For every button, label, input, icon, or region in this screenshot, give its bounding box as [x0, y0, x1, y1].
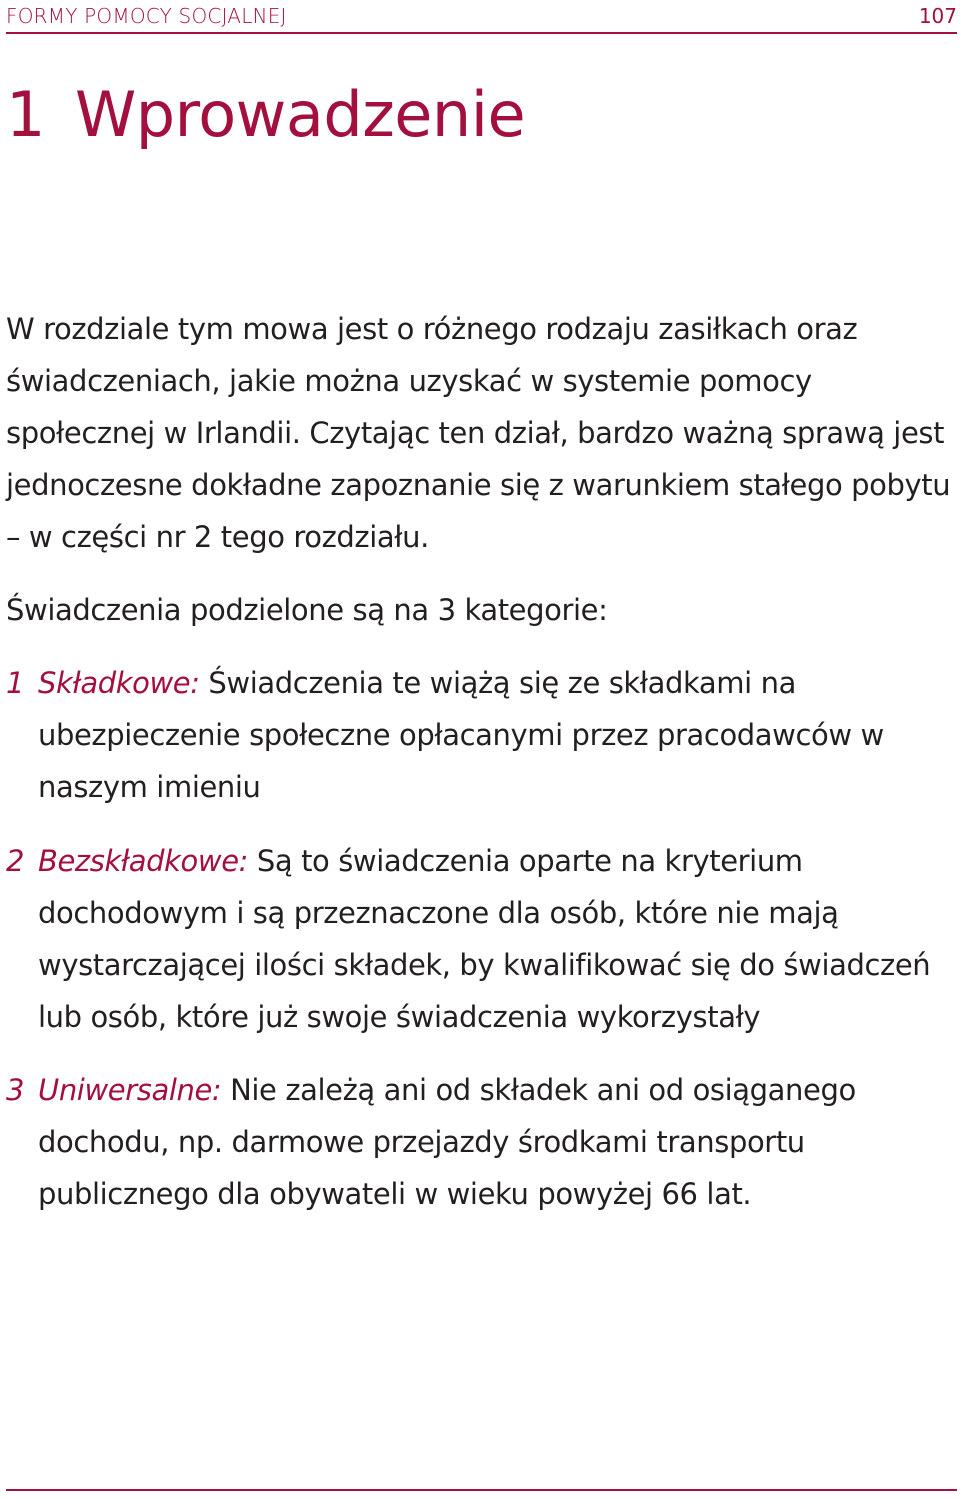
category-term: Składkowe: — [38, 666, 200, 700]
page-number: 107 — [918, 4, 957, 28]
chapter-number: 1 — [6, 78, 45, 151]
chapter-title — [6, 78, 525, 151]
category-description: Nie zależą ani od składek ani od osiąganego dochodu, np. darmowe przejazdy środkami transportu publicznego dla obywateli w wieku powyżej 66 lat. — [38, 1073, 856, 1211]
category-term: Bezskładkowe: — [38, 844, 249, 878]
category-item — [6, 1064, 960, 1220]
category-number: 1 — [6, 666, 25, 700]
running-title: FORMY POMOCY SOCJALNEJ — [6, 4, 287, 28]
category-number: 3 — [6, 1073, 25, 1107]
category-description: Świadczenia te wiążą się ze składkami na ubezpieczenie społeczne opłacanymi przez pracodawców w naszym imieniu — [38, 666, 884, 804]
category-item — [6, 657, 960, 813]
intro-paragraph: W rozdziale tym mowa jest o różnego rodzaju zasiłkach oraz świadczeniach, jakie można uzyskać w systemie pomocy społecznej w Irlandii. Czytając ten dział, bardzo ważną sprawą jest jednoczesne dokładne zapoznanie się z warunkiem stałego pobytu – w części nr 2 tego rozdziału. — [6, 312, 951, 554]
category-number: 2 — [6, 844, 25, 878]
page-header — [6, 0, 957, 34]
category-item — [6, 835, 960, 1043]
chapter-title-text: Wprowadzenie — [74, 78, 526, 151]
category-term: Uniwersalne: — [38, 1073, 222, 1107]
footer-rule — [6, 1489, 957, 1491]
category-description: Są to świadczenia oparte na kryterium dochodowym i są przeznaczone dla osób, które nie mają wystarczającej ilości składek, by kwalifikować się do świadczeń lub osób, które już swoje świadczenia wykorzystały — [38, 844, 931, 1034]
categories-lead: Świadczenia podzielone są na 3 kategorie: — [6, 593, 608, 627]
